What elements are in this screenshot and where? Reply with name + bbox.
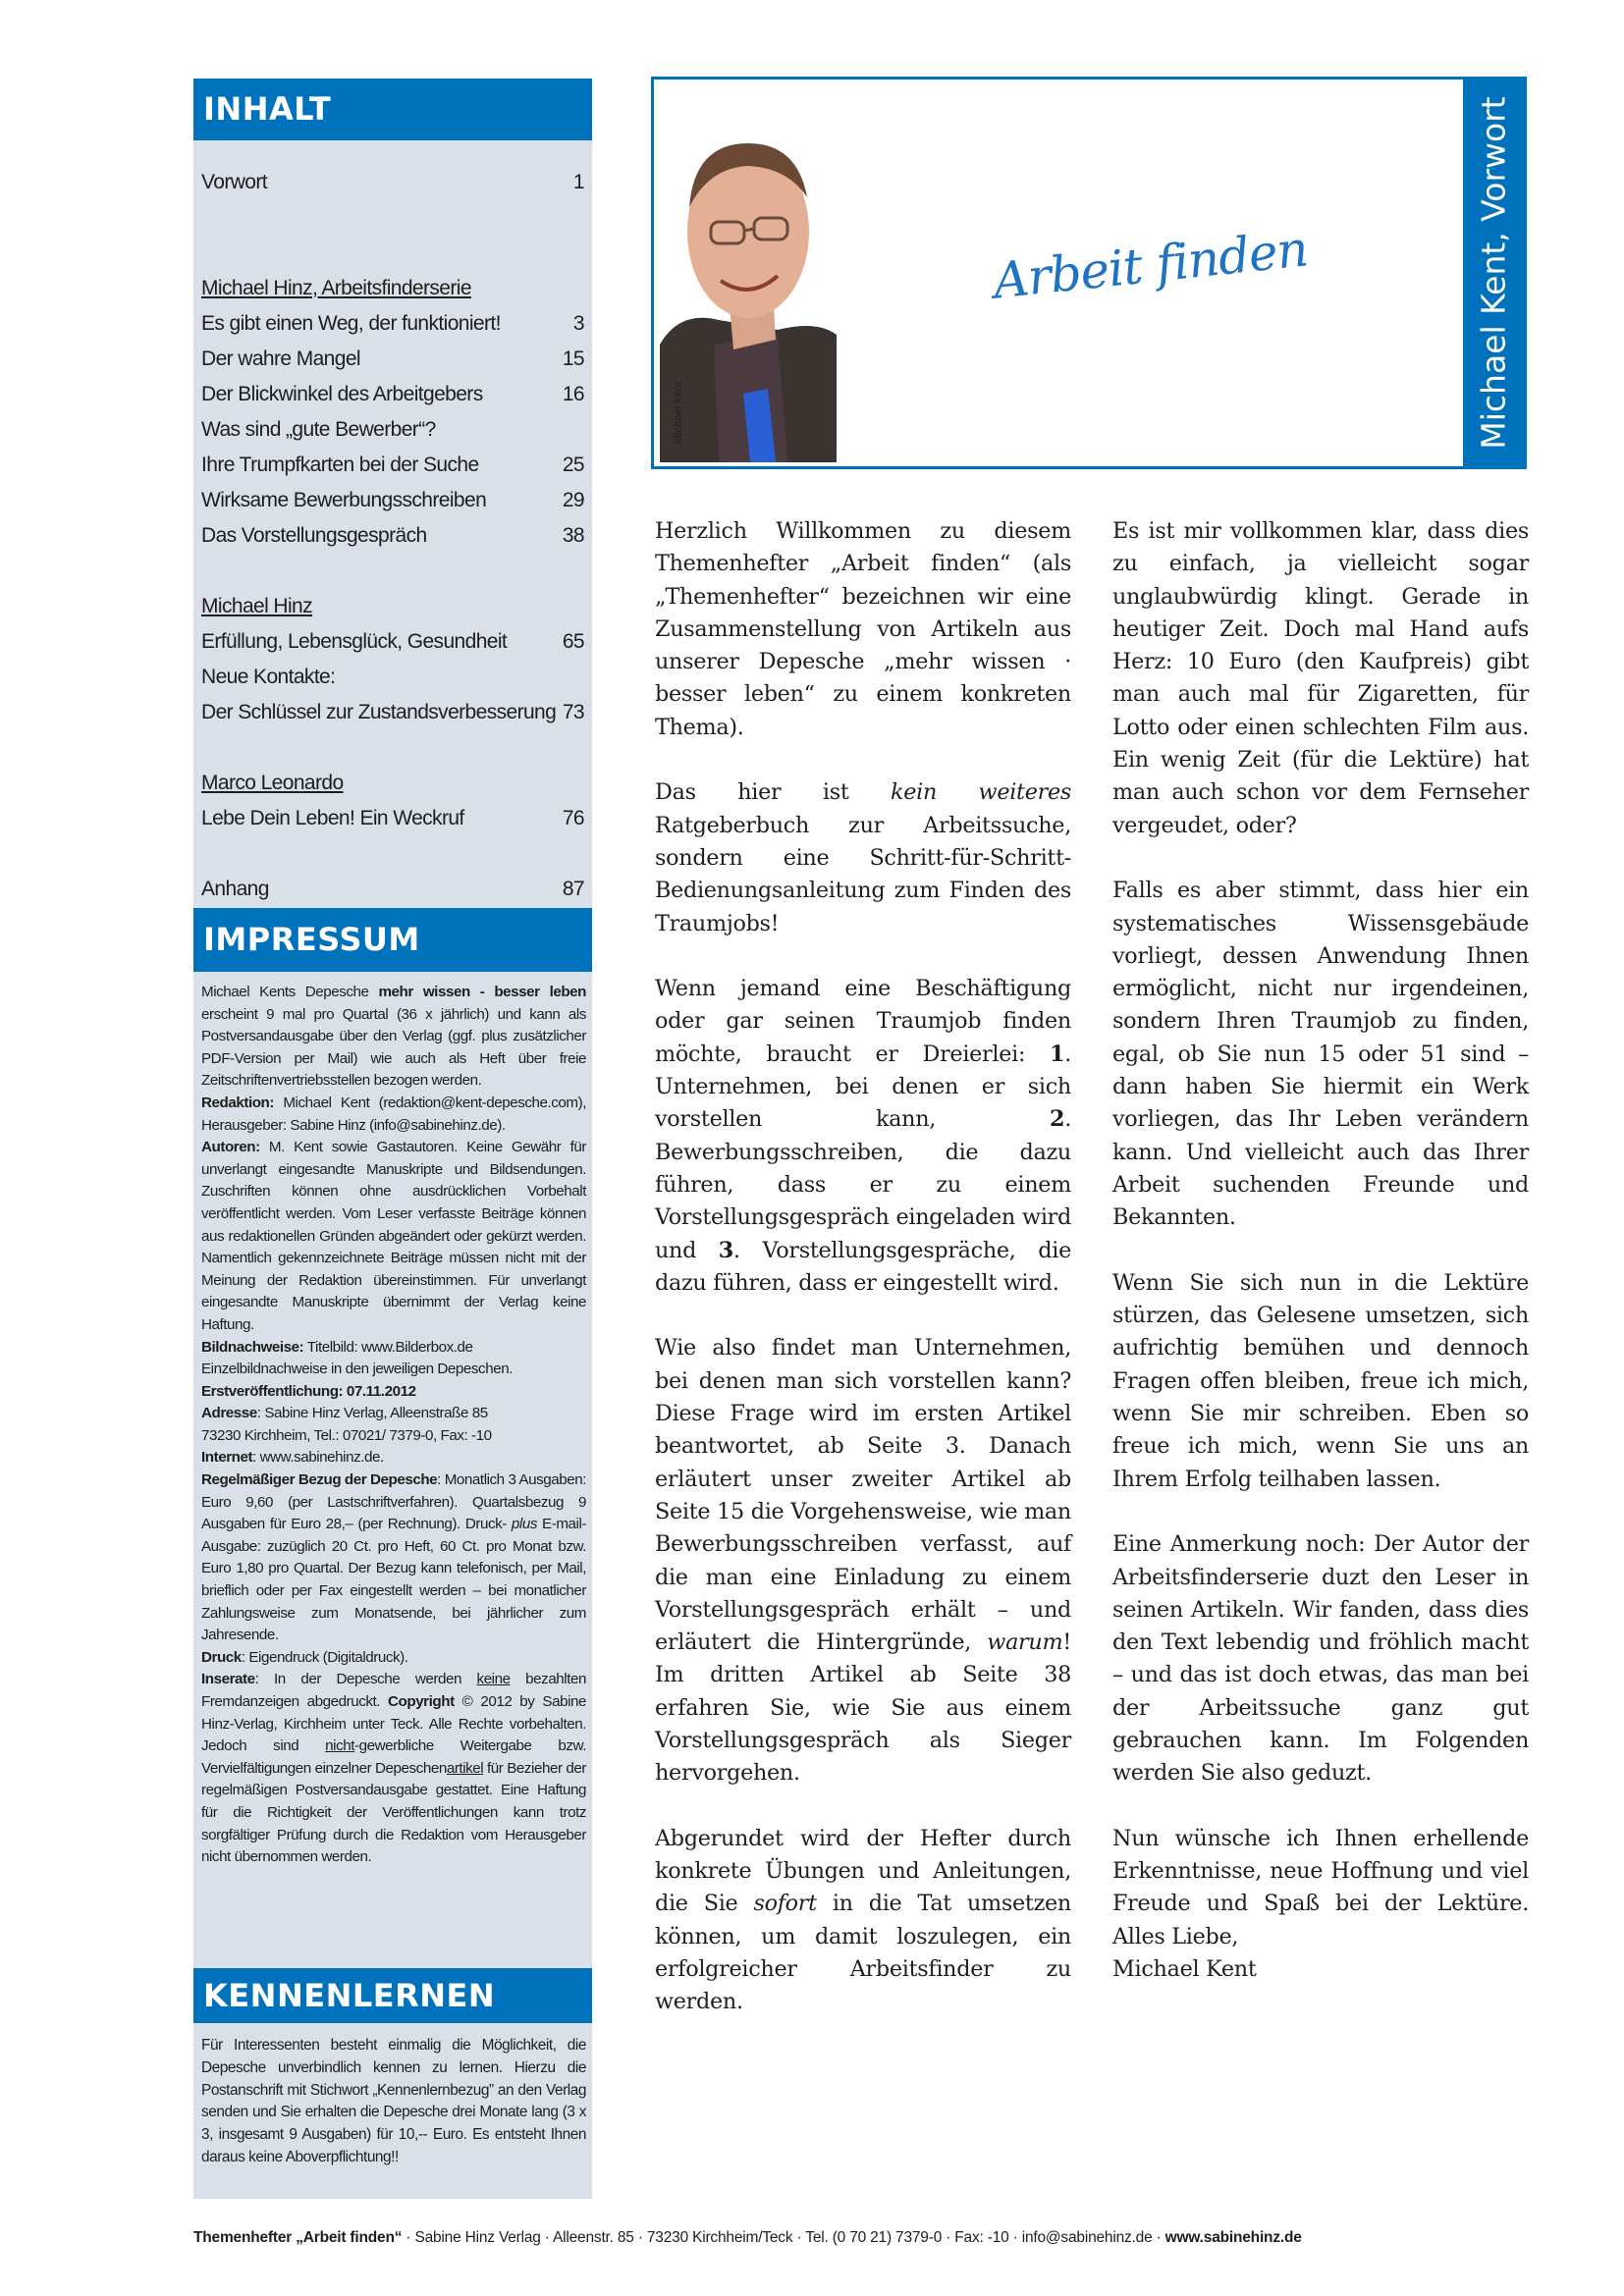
- article-column-left: [655, 515, 1071, 2052]
- text: Michael Kents Depesche: [201, 984, 379, 1000]
- kennenlernen-text: [201, 2035, 586, 2169]
- text: : Sabine Hinz Verlag, Alleenstraße 85: [256, 1405, 488, 1422]
- toc-entry[interactable]: [201, 306, 584, 342]
- text: E-mail-Ausgabe: zuzüglich 20 Ct. pro Heft, 60 Ct. pro Monat bzw. Euro 1,80 pro Quartal. Der Bezug kann telefonisch, per Mail, brieflich oder per Fax eingestellt werden – bei monatlicher Zahlungsweise zum Monatsende, bei jährlicher zum Jahresende.: [201, 1516, 586, 1644]
- toc-entry[interactable]: [201, 448, 584, 483]
- text: © 2012 by Sabine Hinz-Verlag, Kirchheim unter Teck. Alle Rechte vorbehalten. Jedoch sind: [201, 1693, 586, 1755]
- toc-entry-page: 29: [562, 489, 584, 511]
- text: Wie also findet man Unternehmen, bei denen man sich vorstellen kann? Diese Frage wird im ersten Artikel beantwortet, ab Seite 3. Danach erläutert unser zweiter Artikel ab Seite 15 die Vorgehensweise, wie man Bewerbungsschreiben verfasst, auf die man eine Einladung zu einem Vorstellungsgespräch erhält – und erläutert die Hintergründe,: [655, 1335, 1071, 1656]
- label: Inserate: [201, 1671, 255, 1688]
- text: Titelbild: www.Bilderbox.de: [303, 1338, 473, 1356]
- toc-entry[interactable]: [201, 377, 584, 412]
- toc-entry[interactable]: [201, 660, 584, 695]
- label: Autoren:: [201, 1139, 260, 1156]
- impressum-paragraph: [201, 1381, 586, 1404]
- text: : Eigendruck (Digitaldruck).: [241, 1648, 408, 1666]
- label: Bildnachweise:: [201, 1338, 304, 1356]
- publication-name: mehr wissen - besser leben: [378, 984, 586, 1000]
- text: nicht: [325, 1737, 354, 1755]
- toc-section-heading: [201, 271, 584, 306]
- toc-entry[interactable]: [201, 801, 584, 836]
- toc-entry-page: 73: [562, 701, 584, 723]
- article-paragraph: Herzlich Willkommen zu diesem Themenhefter „Arbeit finden“ (als „Themenhefter“ bezeichnen wir eine Zusammenstellung von Artikeln aus unserer Depesche „mehr wissen · besser leben“ zu einem konkreten Thema).: [655, 518, 1071, 740]
- article-paragraph: Falls es aber stimmt, dass hier ein systematisches Wissensgebäude vorliegt, dessen Anwendung Ihnen ermöglicht, nicht nur irgendeinen, sondern Ihren Traumjob zu finden, egal, ob Sie nun 15 oder 51 sind – dann haben Sie hiermit ein Werk vorliegen, das Ihr Leben verändern kann. Und vielleicht auch das Ihrer Arbeit suchenden Freunde und Bekannten.: [1112, 878, 1529, 1231]
- toc-spacer: [201, 836, 584, 872]
- toc-entry-label: Der wahre Mangel: [201, 347, 360, 370]
- impressum-paragraph: [201, 1647, 586, 1670]
- toc-heading: INHALT: [193, 79, 592, 140]
- impressum-paragraph: [201, 1137, 586, 1336]
- table-of-contents: [201, 165, 584, 907]
- text: Das hier ist: [655, 779, 892, 806]
- impressum-text: [201, 982, 586, 1869]
- text: -gewerbliche Weitergabe bzw. Vervielfältigungen einzelner Depeschen: [201, 1737, 586, 1777]
- signature: Michael Kent: [1112, 1956, 1257, 1983]
- text: Abgerundet wird der Hefter durch konkrete Übungen und Anleitungen, die Sie: [655, 1825, 1071, 1917]
- header-image-box: [651, 77, 1527, 469]
- text: bezahlten Fremdanzeigen abgedruckt.: [201, 1671, 586, 1710]
- toc-entry-label: Der Blickwinkel des Arbeitgebers: [201, 383, 483, 405]
- text: : www.sabinehinz.de.: [252, 1449, 384, 1467]
- emphasis: warum: [987, 1629, 1063, 1656]
- toc-entry-page: 76: [562, 807, 584, 829]
- impressum-paragraph: 73230 Kirchheim, Tel.: 07021/ 7379-0, Fax: -10: [201, 1426, 492, 1444]
- footer-website-link[interactable]: www.sabinehinz.de: [1164, 2229, 1302, 2246]
- toc-entry-label: Der Schlüssel zur Zustandsverbesserung: [201, 701, 557, 723]
- toc-entry[interactable]: [201, 872, 584, 907]
- toc-entry-label: Erfüllung, Lebensglück, Gesundheit: [201, 630, 508, 653]
- toc-entry-label: Vorwort: [201, 171, 267, 193]
- article-paragraph: [1112, 1823, 1529, 1986]
- article-paragraph: [655, 973, 1071, 1300]
- article-column-right: [1112, 515, 1529, 1986]
- photo-credit: Michael Kent: [673, 381, 684, 444]
- impressum-paragraph: [201, 1403, 586, 1425]
- article-paragraph: [655, 1823, 1071, 2019]
- list-number: 1: [1049, 1041, 1065, 1067]
- toc-entry-label: Was sind „gute Bewerber“?: [201, 418, 436, 441]
- toc-entry[interactable]: [201, 412, 584, 448]
- toc-spacer: [201, 730, 584, 766]
- text: . Vorstellungsgespräche, die dazu führen, dass er eingestellt wird.: [655, 1237, 1071, 1296]
- toc-spacer: [201, 236, 584, 271]
- label: Regelmäßiger Bezug der Depesche: [201, 1471, 438, 1489]
- toc-entry-page: 38: [562, 524, 584, 547]
- impressum-paragraph: [201, 1093, 586, 1137]
- toc-entry[interactable]: [201, 518, 584, 554]
- page-footer: [193, 2229, 1529, 2247]
- text: Wenn jemand eine Beschäftigung oder gar seinen Traumjob finden möchte, braucht er Dreierlei:: [655, 976, 1071, 1067]
- toc-section-label: Marco Leonardo: [201, 772, 344, 794]
- text: erscheint 9 mal pro Quartal (36 x jährlich) und kann als Postversandausgabe über den Verlag (ggf. plus zusätzlicher PDF-Version per Mail) wie auch als Heft über freie Zeitschriftenvertriebsstellen bezogen werden.: [201, 1005, 586, 1090]
- footer-title: Themenhefter „Arbeit finden“: [193, 2229, 403, 2246]
- article-paragraph: Es ist mir vollkommen klar, dass dies zu einfach, ja vielleicht sogar unglaubwürdig klingt. Gerade in heutiger Zeit. Doch mal Hand aufs Herz: 10 Euro (den Kaufpreis) gibt man auch mal für Zigaretten, für Lotto oder einen schlechten Film aus. Ein wenig Zeit (für die Lektüre) hat man auch schon vor dem Fernseher vergeudet, oder?: [1112, 518, 1529, 838]
- text: : Monatlich 3 Ausgaben: Euro 9,60 (per Lastschriftverfahren). Quartalsbezug 9 Ausgaben für Euro 28,– (per Rechnung). Druck-: [201, 1471, 586, 1533]
- sidebar: [193, 79, 592, 2199]
- label: Redaktion:: [201, 1094, 274, 1111]
- kennenlernen-paragraph: Für Interessenten besteht einmalig die Möglichkeit, die Depesche unverbindlich kennen zu lernen. Hierzu die Postanschrift mit Stichwort „Kennenlernbezug” an den Verlag senden und Sie erhalten die Depesche drei Monate lang (3 x 3, insgesamt 9 Ausgaben) für 10,-- Euro. Es entsteht Ihnen daraus keine Aboverpflichtung!!: [201, 2037, 586, 2165]
- article-paragraph: Eine Anmerkung noch: Der Autor der Arbeitsfinderserie duzt den Leser in seinen Artikeln. Wir fanden, dass dies den Text lebendig und fröhlich macht – und das ist doch etwas, das man bei der Arbeitssuche ganz gut gebrauchen kann. Im Folgenden werden Sie also geduzt.: [1112, 1531, 1529, 1787]
- side-band-title: Michael Kent, Vorwort: [1474, 96, 1513, 450]
- text: ! Im dritten Artikel ab Seite 38 erfahren Sie, wie Sie aus einem Vorstellungsgespräch als Sieger hervorgehen.: [655, 1629, 1071, 1787]
- toc-entry[interactable]: [201, 624, 584, 660]
- label: Adresse: [201, 1405, 257, 1422]
- toc-entry-page: 3: [572, 312, 584, 335]
- toc-entry-page: 1: [572, 171, 584, 193]
- text: keine: [476, 1671, 511, 1688]
- toc-spacer: [201, 554, 584, 589]
- text: M. Kent sowie Gastautoren. Keine Gewähr für unverlangt eingesandte Manuskripte und Bildsendungen. Zuschriften können ohne ausdrücklichen Vorbehalt veröffentlicht werden. Vom Leser verfasste Beiträge können aus redaktionellen Gründen abgeändert oder gekürzt werden. Namentlich gekennzeichnete Beiträge müssen nicht mit der Meinung der Redaktion übereinstimmen. Für unverlangt eingesandte Manuskripte übernimmt der Verlag keine Haftung.: [201, 1139, 586, 1333]
- kennenlernen-heading: KENNENLERNEN: [193, 1968, 592, 2023]
- footer-contact: · Sabine Hinz Verlag · Alleenstr. 85 · 73230 Kirchheim/Teck · Tel. (0 70 21) 7379-0 · Fax: -10 · info@sabinehinz.de ·: [402, 2229, 1165, 2246]
- toc-entry-label: Neue Kontakte:: [201, 666, 336, 688]
- impressum-paragraph: [201, 1337, 586, 1360]
- toc-entry-label: Das Vorstellungsgespräch: [201, 524, 427, 547]
- toc-section-label: Michael Hinz: [201, 595, 313, 617]
- impressum-paragraph: [201, 1447, 586, 1469]
- toc-entry-page: 25: [562, 454, 584, 476]
- emphasis: sofort: [753, 1891, 817, 1917]
- toc-entry[interactable]: [201, 342, 584, 377]
- list-number: 3: [718, 1237, 734, 1263]
- text: artikel: [446, 1759, 484, 1777]
- toc-entry-label: Anhang: [201, 878, 269, 900]
- toc-entry-page: 16: [562, 383, 584, 405]
- toc-section-label: Michael Hinz, Arbeitsfinderserie: [201, 277, 471, 299]
- text: plus: [511, 1516, 537, 1533]
- list-number: 2: [1049, 1106, 1065, 1133]
- toc-entry-page: 87: [562, 878, 584, 900]
- author-photo: [660, 99, 837, 462]
- toc-entry[interactable]: [201, 695, 584, 730]
- toc-section-heading: [201, 766, 584, 801]
- toc-entry-label: Es gibt einen Weg, der funktioniert!: [201, 312, 501, 335]
- script-title: Arbeit finden: [990, 220, 1311, 310]
- label: Druck: [201, 1648, 242, 1666]
- article-paragraph: [655, 776, 1071, 939]
- text: : In der Depesche werden: [254, 1671, 477, 1688]
- article-paragraph: Wenn Sie sich nun in die Lektüre stürzen, das Gelesene umsetzen, sich aufrichtig bemühen und dennoch Fragen offen bleiben, freue ich mich, wenn Sie mir schreiben. Eben so freue ich mich, wenn Sie uns an Ihrem Erfolg teilhaben lassen.: [1112, 1269, 1529, 1492]
- toc-entry-label: Wirksame Bewerbungsschreiben: [201, 489, 487, 511]
- toc-entry-page: 15: [562, 347, 584, 370]
- toc-entry-label: Lebe Dein Leben! Ein Weckruf: [201, 807, 464, 829]
- label: Internet: [201, 1449, 253, 1467]
- impressum-paragraph: [201, 982, 586, 1093]
- text: Nun wünsche ich Ihnen erhellende Erkenntnisse, neue Hoffnung und viel Freude und Spaß bei der Lektüre. Alles Liebe,: [1112, 1825, 1529, 1949]
- text: . Bewerbungsschreiben, die dazu führen, dass er zu einem Vorstellungsgespräch eingeladen wird und: [655, 1106, 1071, 1263]
- toc-entry-label: Ihre Trumpfkarten bei der Suche: [201, 454, 479, 476]
- impressum-paragraph: Einzelbildnachweise in den jeweiligen Depeschen.: [201, 1361, 513, 1378]
- first-publication: Erstveröffentlichung: 07.11.2012: [201, 1382, 416, 1400]
- toc-section-heading: [201, 589, 584, 624]
- side-band: [1463, 80, 1524, 466]
- text: in die Tat umsetzen können, um damit loszulegen, ein erfolgreicher Arbeitsfinder zu werden.: [655, 1891, 1071, 2015]
- impressum-paragraph: [201, 1469, 586, 1647]
- label: Copyright: [388, 1693, 455, 1710]
- text: für Bezieher der regelmäßigen Postversandausgabe gestattet. Eine Haftung für die Richtigkeit der Veröffentlichungen kann trotz sorgfältiger Prüfung durch die Redaktion vom Herausgeber nicht übernommen werden.: [201, 1759, 586, 1866]
- text: . Unternehmen, bei denen er sich vorstellen kann,: [655, 1041, 1071, 1133]
- text: Ratgeberbuch zur Arbeitssuche, sondern eine Schritt-für-Schritt-Bedienungsanleitung zum Finden des Traumjobs!: [655, 812, 1071, 936]
- toc-spacer: [201, 200, 584, 236]
- impressum-paragraph: [201, 1669, 586, 1868]
- emphasis: kein weiteres: [891, 779, 1072, 806]
- toc-entry[interactable]: [201, 165, 584, 200]
- impressum-heading: IMPRESSUM: [193, 908, 592, 972]
- toc-entry-page: 65: [562, 630, 584, 653]
- toc-entry[interactable]: [201, 483, 584, 518]
- text: Michael Kent (redaktion@kent-depesche.com), Herausgeber: Sabine Hinz (info@sabinehinz.de).: [201, 1094, 586, 1134]
- article-paragraph: [655, 1332, 1071, 1789]
